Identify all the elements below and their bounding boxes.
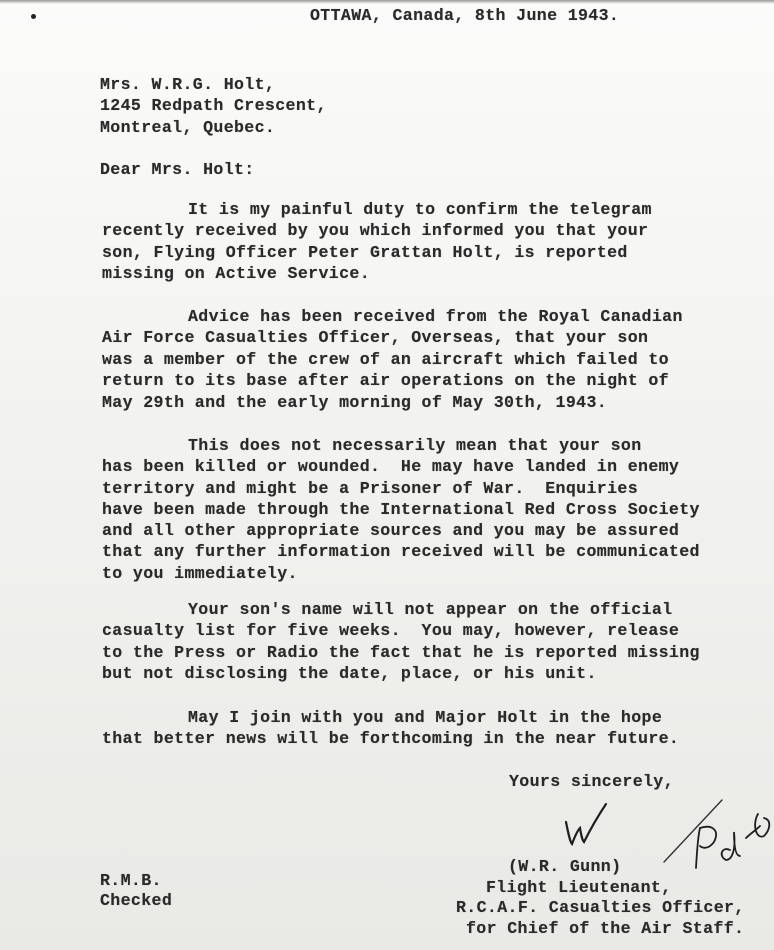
punch-mark [31,14,36,19]
text-line: Air Force Casualties Officer, Overseas, that your son [102,328,649,348]
text-line: that any further information received will be communicated [102,542,700,562]
text-line: May I join with you and Major Holt in the hope [188,708,663,727]
text-line: territory and might be a Prisoner of War. Enquiries [102,478,639,498]
handwritten-initial-signature [560,800,610,850]
signatory-on-behalf: for Chief of the Air Staff. [466,918,745,938]
signature-block [456,857,745,939]
paragraph-3 [102,435,700,584]
text-line: return to its base after air operations on the night of [102,371,669,391]
text-line: has been killed or wounded. He may have landed in enemy [102,457,680,477]
signatory-name: (W.R. Gunn) [508,857,622,876]
address-line: 1245 Redpath Crescent, [100,96,327,116]
salutation: Dear Mrs. Holt: [100,160,255,179]
text-line: It is my painful duty to confirm the telegram [188,200,652,219]
text-line: This does not necessarily mean that your son [188,436,642,455]
text-line: missing on Active Service. [102,264,371,284]
text-line: was a member of the crew of an aircraft which failed to [102,349,669,369]
address-line: Montreal, Quebec. [100,117,276,137]
text-line: that better news will be forthcoming in the near future. [102,729,680,749]
dateline: OTTAWA, Canada, 8th June 1943. [310,6,620,25]
recipient-address [100,74,327,138]
text-line: have been made through the International Red Cross Society [102,499,700,519]
text-line: and all other appropriate sources and you may be assured [102,521,680,541]
text-line: recently received by you which informed you that your [102,221,649,241]
text-line: to you immediately. [102,563,298,583]
text-line: but not disclosing the date, place, or his unit. [102,664,597,684]
paragraph-1 [102,199,652,285]
typist-note [100,871,172,911]
paragraph-5 [102,707,679,750]
text-line: Advice has been received from the Royal Canadian [188,307,683,326]
closing: Yours sincerely, [509,772,674,791]
signatory-rank: Flight Lieutenant, [486,877,672,897]
text-line: son, Flying Officer Peter Grattan Holt, is reported [102,242,628,262]
scan-edge-shadow [0,0,774,4]
text-line: to the Press or Radio the fact that he is reported missing [102,642,700,662]
address-line: Mrs. W.R.G. Holt, [100,75,276,94]
checked-label: Checked [100,891,173,910]
typist-initials: R.M.B. [100,871,162,890]
text-line: Your son's name will not appear on the official [188,600,673,619]
paragraph-2 [102,306,683,413]
paragraph-4 [102,599,700,685]
signatory-title: R.C.A.F. Casualties Officer, [456,898,745,917]
text-line: May 29th and the early morning of May 30th, 1943. [102,392,608,412]
text-line: casualty list for five weeks. You may, however, release [102,621,680,641]
